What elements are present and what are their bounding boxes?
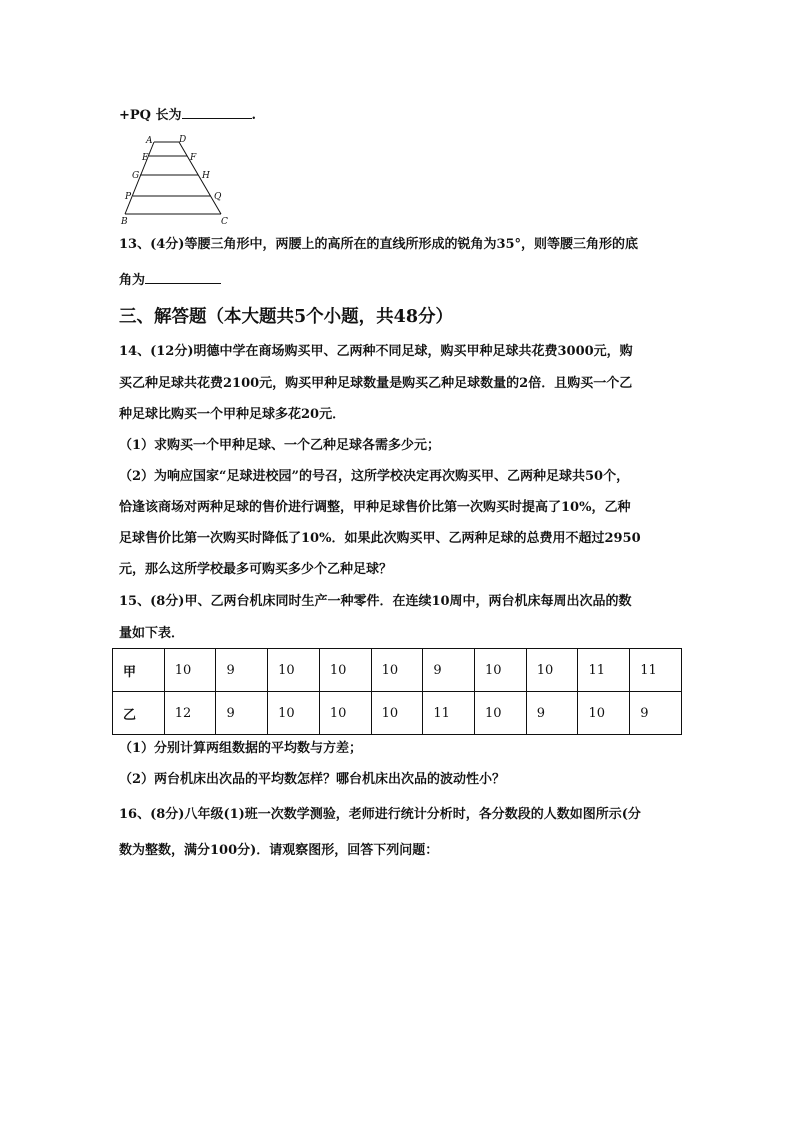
label-p: P: [125, 192, 132, 202]
table-cell: 9: [630, 692, 682, 735]
label-c: C: [221, 217, 228, 226]
prev-tail-prefix: +PQ 长为: [119, 108, 182, 123]
q14-part2-line2: 恰逢该商场对两种足球的售价进行调整，甲种足球售价比第一次购买时提高了10%，乙种: [119, 500, 631, 515]
segment-dc: [179, 142, 221, 214]
table-cell: 9: [216, 692, 268, 735]
answer-blank[interactable]: [182, 105, 252, 119]
table-cell: 9: [423, 649, 475, 692]
q14-line1: 14、(12分)明德中学在商场购买甲、乙两种不同足球，购买甲种足球共花费3000元，购: [119, 344, 633, 359]
table-cell: 10: [475, 649, 527, 692]
label-h: H: [202, 171, 210, 181]
table-row: [113, 692, 682, 735]
q15-line2: 量如下表．: [119, 626, 185, 641]
prev-tail-suffix: .: [251, 108, 257, 123]
row-label: 甲: [113, 649, 165, 692]
table-cell: 10: [319, 649, 371, 692]
table-row: [113, 649, 682, 692]
table-cell: 11: [630, 649, 682, 692]
q15-part1: （1）分别计算两组数据的平均数与方差；: [119, 741, 363, 756]
table-cell: 10: [475, 692, 527, 735]
table-cell: 10: [371, 649, 423, 692]
table-cell: 11: [578, 649, 630, 692]
q14-part2-line4: 元，那么这所学校最多可购买多少个乙种足球？: [119, 562, 393, 577]
row-label: 乙: [113, 692, 165, 735]
label-q: Q: [214, 192, 222, 202]
table-cell: 10: [319, 692, 371, 735]
q14-line3: 种足球比购买一个甲种足球多花20元．: [119, 407, 346, 422]
q16-line2: 数为整数，满分100分)．请观察图形，回答下列问题：: [119, 843, 439, 858]
label-b: B: [121, 217, 128, 226]
prev-question-tail: [119, 105, 256, 124]
q13-line2-text: 角为: [119, 273, 146, 288]
segment-ab: [125, 142, 154, 214]
q16-line1: 16、(8分)八年级(1)班一次数学测验，老师进行统计分析时，各分数段的人数如图所示(分: [119, 807, 641, 822]
q14-part1: （1）求购买一个甲种足球、一个乙种足球各需多少元；: [119, 438, 441, 453]
table-cell: 10: [371, 692, 423, 735]
label-f: F: [190, 153, 197, 163]
q15-line1: 15、(8分)甲、乙两台机床同时生产一种零件．在连续10周中，两台机床每周出次品的数: [119, 594, 632, 609]
table-cell: 11: [423, 692, 475, 735]
label-d: D: [179, 135, 187, 145]
trapezoid-figure: [117, 134, 237, 226]
q13-line2: [119, 270, 221, 289]
section-heading: 三、解答题（本大题共5个小题，共48分）: [119, 307, 454, 327]
table-cell: 10: [164, 649, 216, 692]
label-a: A: [146, 136, 153, 146]
table-cell: 10: [526, 649, 578, 692]
q14-line2: 买乙种足球共花费2100元，购买甲种足球数量是购买乙种足球数量的2倍．且购买一个乙: [119, 376, 633, 391]
q14-part2-line1: （2）为响应国家“足球进校园”的号召，这所学校决定再次购买甲、乙两种足球共50个，: [119, 469, 630, 484]
label-e: E: [142, 153, 149, 163]
q15-part2: （2）两台机床出次品的平均数怎样？哪台机床出次品的波动性小？: [119, 772, 506, 787]
table-cell: 10: [578, 692, 630, 735]
q14-part2-line3: 足球售价比第一次购买时降低了10%．如果此次购买甲、乙两种足球的总费用不超过2950: [119, 531, 641, 546]
label-g: G: [132, 171, 140, 181]
table-cell: 9: [216, 649, 268, 692]
table-cell: 10: [268, 692, 320, 735]
defect-table: [112, 648, 682, 735]
table-cell: 9: [526, 692, 578, 735]
answer-blank[interactable]: [145, 270, 221, 284]
table-cell: 10: [268, 649, 320, 692]
q13-line1: 13、(4分)等腰三角形中，两腰上的高所在的直线所形成的锐角为35°，则等腰三角形的底: [119, 237, 639, 252]
table-cell: 12: [164, 692, 216, 735]
